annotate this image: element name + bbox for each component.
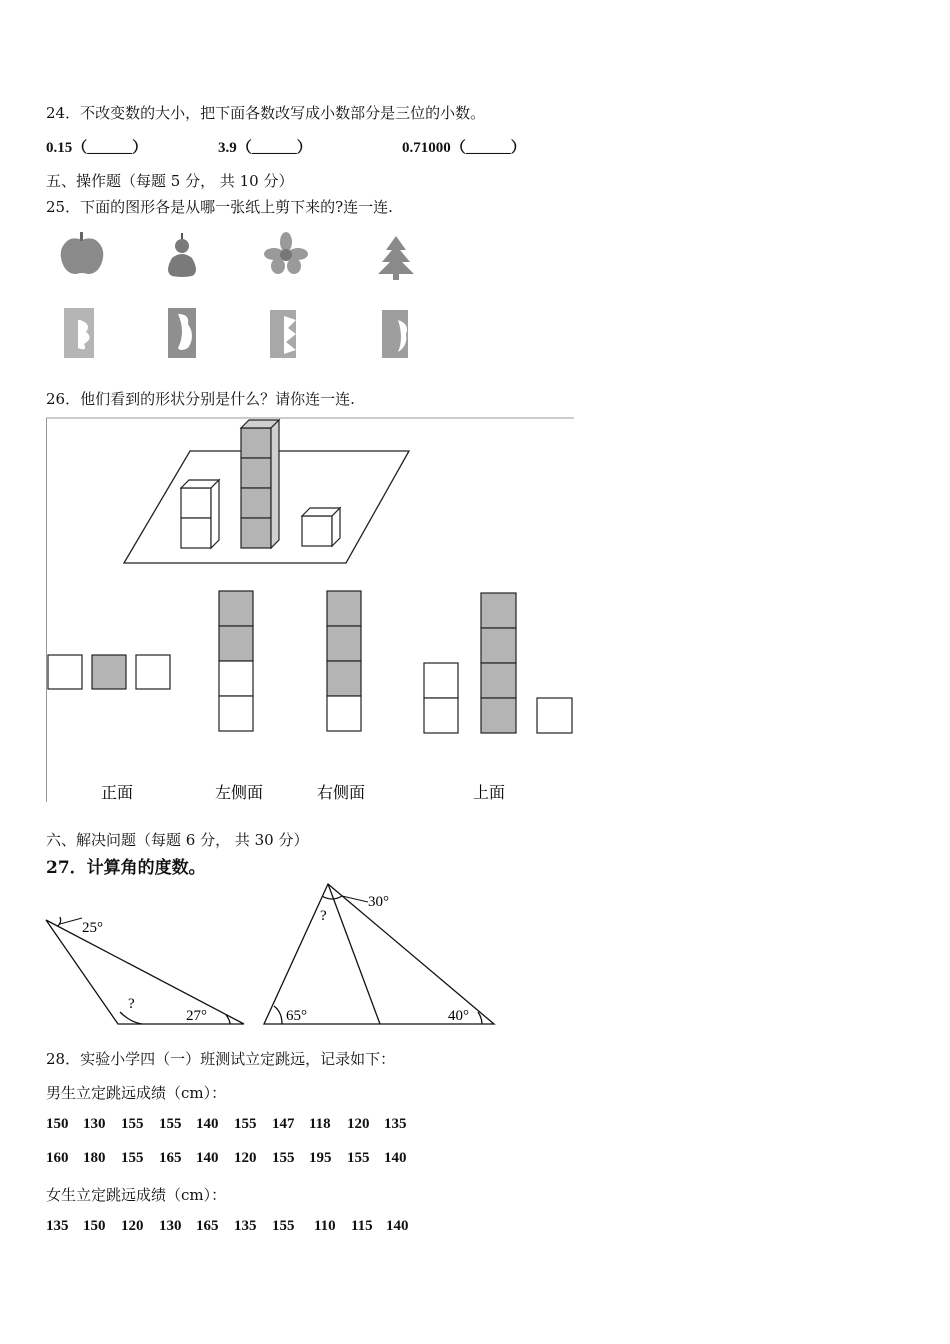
view-label-right: 右侧面 <box>317 783 366 802</box>
tri2-bottom-right-angle: 40° <box>448 1008 469 1024</box>
score: 120 <box>347 1116 370 1132</box>
apple-shape <box>61 232 104 274</box>
score: 165 <box>159 1150 182 1166</box>
score: 140 <box>196 1116 219 1132</box>
flower-shape <box>264 232 308 274</box>
score: 155 <box>272 1218 295 1234</box>
q24-item-2: 3.9（______） <box>218 140 312 156</box>
view-option-column-2 <box>327 591 361 731</box>
q24-item-1: 0.15（______） <box>46 140 148 156</box>
q26-figure <box>46 418 574 802</box>
score: 135 <box>384 1116 407 1132</box>
view-option-column-1 <box>219 591 253 731</box>
tri1-unknown-angle: ? <box>128 996 135 1012</box>
left-cube-stack <box>181 480 219 548</box>
boys-label: 男生立定跳远成绩（cm）： <box>46 1084 227 1102</box>
score: 118 <box>309 1116 331 1132</box>
q27-title: 27．计算角的度数。 <box>46 858 206 878</box>
paper-gourd-cut <box>168 308 196 358</box>
score: 165 <box>196 1218 219 1234</box>
score: 120 <box>234 1150 257 1166</box>
score: 135 <box>234 1218 257 1234</box>
view-label-left: 左侧面 <box>215 783 264 802</box>
tree-shape <box>378 236 414 280</box>
score: 130 <box>159 1218 182 1234</box>
tri2-top-right-angle: 30° <box>368 894 389 910</box>
section6-title: 六、解决问题（每题 6 分， 共 30 分） <box>46 831 309 849</box>
score: 120 <box>121 1218 144 1234</box>
q25-title: 25．下面的图形各是从哪一张纸上剪下来的?连一连. <box>46 198 393 216</box>
score: 155 <box>347 1150 370 1166</box>
girls-label: 女生立定跳远成绩（cm）： <box>46 1186 227 1204</box>
q25-figures <box>46 228 446 368</box>
view-option-row <box>48 655 170 689</box>
score: 155 <box>121 1116 144 1132</box>
paper-apple-cut <box>382 310 408 358</box>
q27-figures <box>46 882 506 1032</box>
section5-title: 五、操作题（每题 5 分， 共 10 分） <box>46 172 294 190</box>
score: 130 <box>83 1116 106 1132</box>
score: 155 <box>121 1150 144 1166</box>
triangle-1 <box>46 917 244 1024</box>
score: 140 <box>386 1218 409 1234</box>
single-cube <box>302 508 340 546</box>
gourd-shape <box>168 233 196 277</box>
score: 150 <box>83 1218 106 1234</box>
q28-title: 28．实验小学四（一）班测试立定跳远，记录如下： <box>46 1050 396 1068</box>
score: 147 <box>272 1116 295 1132</box>
score: 155 <box>234 1116 257 1132</box>
score: 160 <box>46 1150 69 1166</box>
score: 180 <box>83 1150 106 1166</box>
tri2-bottom-left-angle: 65° <box>286 1008 307 1024</box>
q24-title: 24．不改变数的大小，把下面各数改写成小数部分是三位的小数。 <box>46 104 486 122</box>
score: 155 <box>159 1116 182 1132</box>
score: 135 <box>46 1218 69 1234</box>
paper-flower-cut <box>64 308 94 358</box>
paper-tree-cut <box>270 310 296 358</box>
view-option-group <box>424 593 572 733</box>
score: 115 <box>351 1218 373 1234</box>
score: 110 <box>314 1218 336 1234</box>
tri1-top-angle: 25° <box>82 920 103 936</box>
tri2-unknown-angle: ? <box>320 908 327 924</box>
score: 140 <box>196 1150 219 1166</box>
q24-item-3: 0.71000（______） <box>402 140 526 156</box>
view-label-front: 正面 <box>101 783 134 802</box>
tri1-right-angle: 27° <box>186 1008 207 1024</box>
tall-cube-stack <box>241 420 279 548</box>
score: 195 <box>309 1150 332 1166</box>
score: 155 <box>272 1150 295 1166</box>
score: 150 <box>46 1116 69 1132</box>
score: 140 <box>384 1150 407 1166</box>
q26-title: 26．他们看到的形状分别是什么？请你连一连. <box>46 390 355 408</box>
view-label-top: 上面 <box>473 783 506 802</box>
